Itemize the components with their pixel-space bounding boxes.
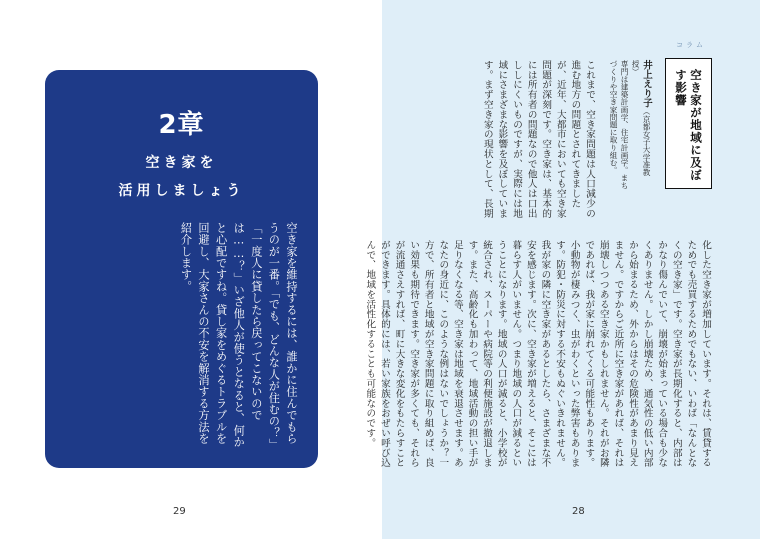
column-text-top: これまで、空き家問題は人口減少の進む地方の問題とされてきましたが、近年、大都市においても空き家問題が深刻です。空き家は、基本的には所有者の問題なので他人は口出ししにくいものですが、実際には地域にさまざまな影響を及ぼしています。まず空き家の現状として、長期 (481, 60, 595, 219)
chapter-title-line-1: 空き家を (145, 155, 218, 171)
author-affiliation: （京都女子大学准教授） (631, 60, 651, 176)
author-description: 専門は建築計画学、住宅計画学。まちづくりや空き家問題に取り組む。 (609, 60, 629, 190)
column-title: 空き家が地域に及ぼす影響 (674, 69, 703, 182)
chapter-intro-text: 空き家を維持するには、誰かに住んでもらうのが一番。「でも、どんな人が住むの？」「一度人に貸したら戻ってこないのでは……？」いざ他人が使うとなると、何かと心配ですね。貸し家をめぐるトラブルを回避し、大家さんの不安を解消する方法を紹介します。 (179, 222, 298, 451)
chapter-title-line-2: 活用しましょう (118, 183, 245, 199)
column-text-bottom: 化した空き家が増加しています。それは、賃貸するためでも売買するためでもない、いわば「なんとなくの空き家」です。空き家が長期化すると、内部はかなり傷んでいて、崩壊が始まっている場合も少なくありません。しかし崩壊ため、通気性の低い内部から始まるため、外からはその危険性があまり見えません。ですからご近所に空き家があれば、それは崩壊しつつある空き家かもしれません。それがお隣であれば、我が家に崩れてくる可能性もあります。小動物が棲みつく、虫がわくといった弊害もあります。防犯・防災に対する不安もぬぐいきれません。我が家の隣に空き家があるとしたら、さまざまな不安を感じます。次に、空き家が増えると、そこには暮らす人がいません。つまり地域の人口が減るということになります。地域の人口が減ると、小学校が統合され、スーパーや病院等の利便施設が撤退します。また、高齢化も加わって、地域活動の担い手が足りなくなる等、空き家は地域を衰退させます。あなたの身近に、このような例はないでしょうか？一方で、所有者と地域が空き家問題に取り組めば、良い効果も期待できます。空き家が多くても、それらが流通さえすれば、町に大きな変化をもたらすことができます。具体的には、若い家族をおぜい呼び込んで、地域を活性化することも可能なのです。 (364, 240, 711, 468)
author-block (602, 60, 652, 190)
column-title-box (665, 58, 712, 189)
chapter-number: 2章 (158, 110, 205, 140)
column-label: コラム (676, 41, 706, 49)
page-number-right: 28 (572, 506, 585, 517)
page-number-left: 29 (173, 506, 186, 517)
right-page (364, 0, 760, 539)
author-name: 井上えり子 (641, 60, 652, 108)
chapter-panel (45, 70, 318, 468)
